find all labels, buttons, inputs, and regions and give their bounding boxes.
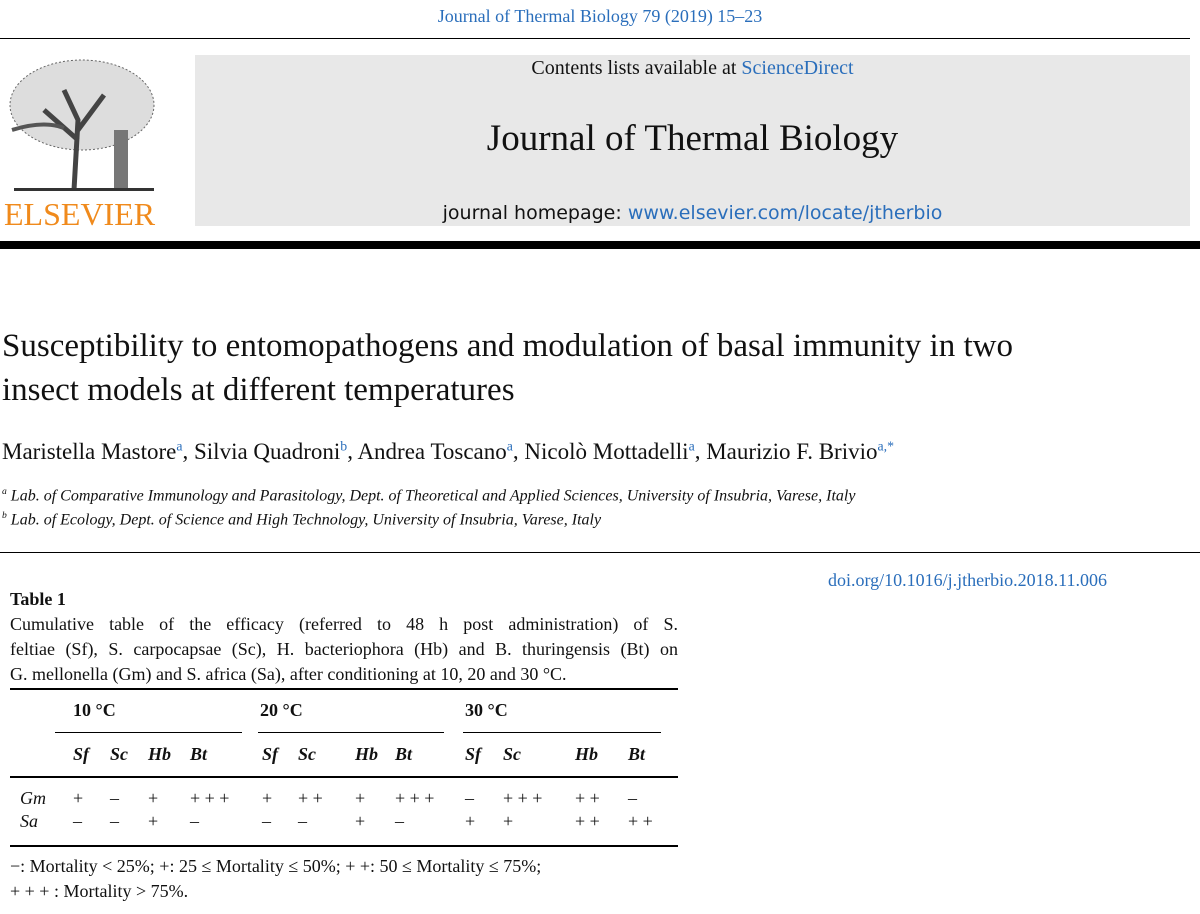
doi-link[interactable]: doi.org/10.1016/j.jtherbio.2018.11.006 (828, 570, 1107, 590)
author-list: Maristella Mastore$^a$, Silvia Quadroni$^b$, Andrea Toscano$^a$, Nicolò Mottadelli$^a$, Maurizio F. Brivio$^{a,*}$ (2, 438, 894, 464)
table-cell: + (355, 788, 366, 808)
table-cell: + (148, 788, 159, 808)
table-footnote: + + + : Mortality > 75%. (10, 881, 189, 901)
column-header: Bt (190, 744, 208, 764)
table-cell: – (73, 811, 82, 831)
contents-line: Contents lists available at ScienceDirect (531, 57, 854, 79)
column-header: Hb (575, 744, 599, 764)
article-title-line2: insect models at different temperatures (2, 372, 515, 408)
table-cell: – (110, 788, 119, 808)
author[interactable]: Andrea Toscano$^a$ (357, 438, 513, 464)
table-cell: – (110, 811, 119, 831)
table-cell: + + (575, 788, 600, 808)
table-cell: + + (298, 788, 323, 808)
column-header: Sf (465, 744, 482, 764)
running-header[interactable]: Journal of Thermal Biology 79 (2019) 15–23 (437, 6, 763, 26)
table-cell: + (503, 811, 514, 831)
author[interactable]: Maristella Mastore$^a$ (2, 438, 183, 464)
author[interactable]: Nicolò Mottadelli$^a$ (524, 438, 695, 464)
row-label: Sa (20, 811, 38, 831)
group-header: 10 °C (73, 700, 116, 720)
column-header: Sc (110, 744, 128, 764)
table-caption: Cumulative table of the efficacy (referred to 48 h post administration) of S. feltiae (Sf), S. carpocapsae (Sc), H. bacteriophora (Hb) and B. thuringensis (Bt) on G. mellonella (Gm) and S. africa (Sa), after conditioning at 10, 20 and 30 °C. (10, 614, 678, 684)
table-cell: + (262, 788, 273, 808)
group-header: 30 °C (465, 700, 508, 720)
table-cell: + + + (190, 788, 230, 808)
column-header: Sc (503, 744, 521, 764)
table-cell: – (628, 788, 637, 808)
table-cell: + (465, 811, 476, 831)
column-header: Sf (262, 744, 279, 764)
table-cell: + (355, 811, 366, 831)
affiliation: $^b$ Lab. of Ecology, Dept. of Science and High Technology, University of Insubria, Varese, Italy (2, 510, 602, 529)
masthead-box (195, 55, 1190, 226)
table-cell: + (148, 811, 159, 831)
table-label: Table 1 (10, 589, 66, 609)
row-label: Gm (20, 788, 46, 808)
author[interactable]: Silvia Quadroni$^b$ (194, 438, 348, 464)
column-header: Hb (355, 744, 379, 764)
table-cell: – (465, 788, 474, 808)
table-cell: + + + (503, 788, 543, 808)
column-header: Sf (73, 744, 90, 764)
author[interactable]: Maurizio F. Brivio$^{a,*}$ (706, 438, 894, 464)
publisher-name: ELSEVIER (4, 196, 156, 232)
homepage-link[interactable]: www.elsevier.com/locate/jtherbio (627, 202, 943, 224)
table-cell: + + (575, 811, 600, 831)
table-footnote: −: Mortality < 25%; +: 25 ≤ Mortality ≤ 50%; + +: 50 ≤ Mortality ≤ 75%; (10, 856, 542, 876)
group-header: 20 °C (260, 700, 303, 720)
column-header: Bt (395, 744, 413, 764)
affiliation: $^a$ Lab. of Comparative Immunology and Parasitology, Dept. of Theoretical and Applied Sciences, University of Insubria, Varese, Italy (2, 486, 856, 505)
table-cell: – (395, 811, 404, 831)
homepage-line: journal homepage: www.elsevier.com/locate/jtherbio (442, 202, 943, 224)
table-cell: – (190, 811, 199, 831)
table-cell: + + (628, 811, 653, 831)
sciencedirect-link[interactable]: ScienceDirect (741, 57, 854, 79)
table-cell: + (73, 788, 84, 808)
column-header: Hb (148, 744, 172, 764)
journal-title: Journal of Thermal Biology (486, 118, 899, 159)
table-cell: – (298, 811, 307, 831)
table-cell: – (262, 811, 271, 831)
column-header: Sc (298, 744, 316, 764)
article-title-line1: Susceptibility to entomopathogens and modulation of basal immunity in two (2, 328, 1013, 364)
table-cell: + + + (395, 788, 435, 808)
tree-illustration-icon (4, 50, 160, 195)
column-header: Bt (628, 744, 646, 764)
